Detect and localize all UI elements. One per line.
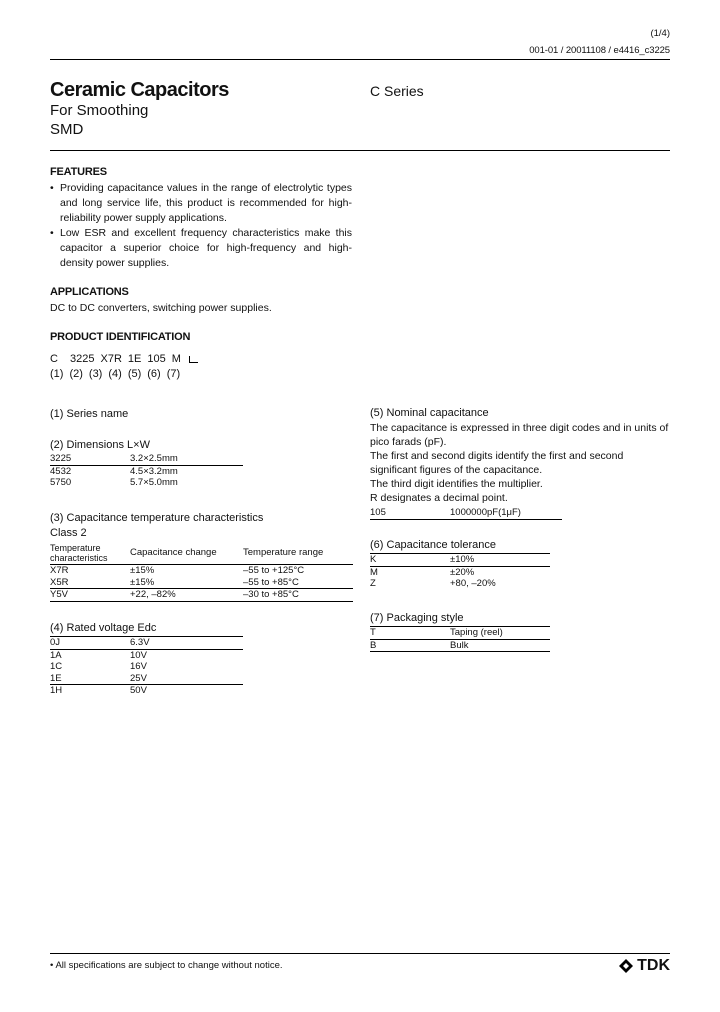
table-cell: 1H [50,685,63,696]
column-header: Temperature characteristics [50,542,130,565]
tdk-logo-icon [618,958,634,974]
code-part: C [50,353,58,365]
feature-item: • Providing capacitance values in the range of electrolytic types and long service life, this product is recommended for high-reliability power supply applications. [50,181,352,226]
temp-char-table [50,542,353,602]
table-cell: –30 to +85°C [243,589,353,602]
table-row [50,453,243,465]
page-title: Ceramic Capacitors [50,79,229,101]
product-code [50,353,198,365]
table-cell: 10V [130,649,147,661]
code-part: 3225 [70,353,95,365]
dimensions-heading: (2) Dimensions L×W [50,439,150,451]
applications-heading: APPLICATIONS [50,286,129,298]
subtitle-smoothing: For Smoothing [50,102,149,119]
code-number: (3) [88,368,103,380]
table-cell: 0J [50,637,130,650]
table-cell: –55 to +125°C [243,565,305,576]
nominal-line: The capacitance is expressed in three digit codes and in units of pico farads (pF). [370,422,669,448]
table-cell: K [370,554,450,567]
table-cell: ±15% [130,565,155,576]
packaging-heading: (7) Packaging style [370,612,464,624]
nominal-heading: (5) Nominal capacitance [370,407,489,419]
table-cell: Z [370,578,376,589]
blank-box-icon [189,356,198,363]
table-cell: X5R [50,576,69,588]
table-cell: 16V [130,661,147,672]
document-code: 001-01 / 20011108 / e4416_c3225 [529,45,670,56]
temp-char-heading: (3) Capacitance temperature characteristics [50,512,264,524]
table-cell: M [370,566,378,578]
applications-text: DC to DC converters, switching power supplies. [50,302,272,314]
subtitle-smd: SMD [50,121,84,138]
voltage-heading: (4) Rated voltage Edc [50,622,157,634]
title-divider [50,150,670,151]
table-cell: 4532 [50,465,72,477]
table-row [50,661,243,673]
brand-logo [618,957,670,975]
table-cell: +80, –20% [450,578,496,589]
product-code-numbers [50,368,186,380]
feature-item: • Low ESR and excellent frequency characteristics make this capacitor a superior choice for high-frequency and high-density power supplies. [50,226,352,271]
temp-class: Class 2 [50,527,87,539]
table-row [50,565,353,577]
table-cell: Y5V [50,589,130,602]
table-row [50,649,243,661]
table-cell: 5750 [50,477,72,488]
code-number: (5) [127,368,142,380]
column-header: Temperature range [243,542,353,565]
table-cell: 1C [50,661,63,672]
table-cell: 1000000pF(1μF) [450,507,562,519]
table-cell: Bulk [450,639,550,652]
code-number: (7) [166,368,181,380]
table-cell: Taping (reel) [450,627,550,640]
dimensions-table [50,453,243,489]
table-cell: 25V [130,673,243,685]
nominal-description [370,421,672,505]
table-header-row [50,542,353,565]
footer-note: • All specifications are subject to change without notice. [50,960,283,971]
table-cell: –55 to +85°C [243,576,299,588]
table-row [370,578,550,590]
packaging-table [370,626,550,652]
table-row [50,589,353,602]
code-number: (6) [147,368,161,380]
table-cell: 3.2×2.5mm [130,453,243,465]
table-cell: B [370,639,450,652]
footer-divider [50,953,670,954]
table-row [50,577,353,589]
table-cell: ±20% [450,566,475,578]
table-cell: 105 [370,507,450,519]
table-cell: T [370,627,450,640]
table-row [370,554,550,567]
tolerance-heading: (6) Capacitance tolerance [370,539,496,551]
page-number: (1/4) [650,28,670,39]
table-cell: X7R [50,565,69,576]
table-cell: 3225 [50,453,130,465]
code-number: (4) [108,368,122,380]
voltage-table [50,636,243,697]
table-row [370,566,550,578]
table-cell: 50V [130,685,147,696]
table-row [370,507,562,519]
tolerance-table [370,553,550,590]
table-cell: 1A [50,649,62,661]
table-row [50,685,243,697]
table-row [50,465,243,477]
code-part: X7R [100,353,122,365]
table-cell: 1E [50,673,130,685]
features-list [50,181,352,271]
table-row [50,673,243,685]
table-cell: 6.3V [130,637,243,650]
brand-name: TDK [637,957,670,974]
table-row [50,637,243,650]
features-heading: FEATURES [50,166,107,178]
table-cell: ±10% [450,554,550,567]
code-part: 105 [147,353,166,365]
series-name-heading: (1) Series name [50,408,129,420]
code-number: (2) [69,368,83,380]
series-label: C Series [370,83,424,99]
code-part: 1E [127,353,142,365]
nominal-line: The third digit identifies the multiplier. [370,478,543,490]
table-cell: 4.5×3.2mm [130,465,178,477]
nominal-line: R designates a decimal point. [370,492,508,504]
nominal-line: The first and second digits identify the first and second significant figures of the capacitance. [370,450,624,476]
table-cell: 5.7×5.0mm [130,477,178,488]
code-number: (1) [50,368,64,380]
table-row [50,477,243,489]
code-part: M [171,353,181,365]
table-cell: +22, –82% [130,589,243,602]
top-divider [50,59,670,60]
nominal-table [370,507,562,520]
product-id-heading: PRODUCT IDENTIFICATION [50,331,191,343]
table-cell: ±15% [130,576,155,588]
table-row [370,639,550,652]
column-header: Capacitance change [130,542,243,565]
table-row [370,627,550,640]
